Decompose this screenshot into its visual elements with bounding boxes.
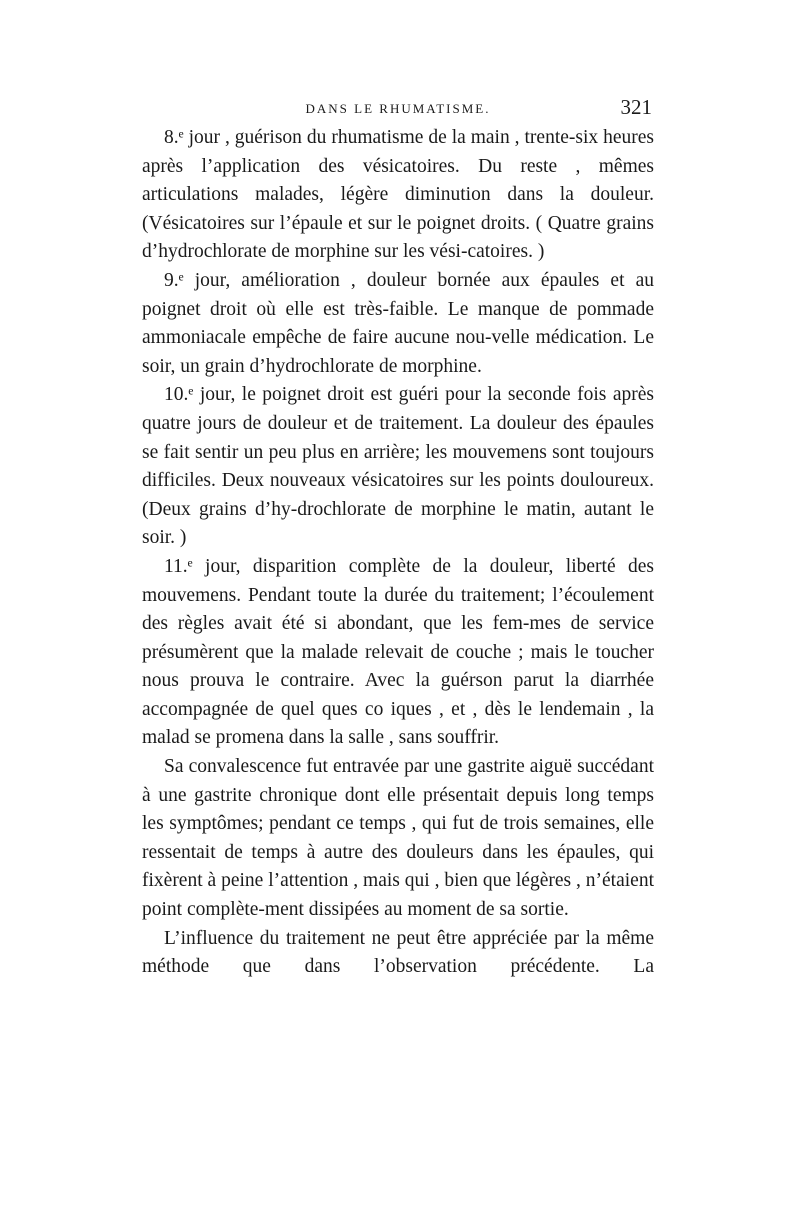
running-title: DANS LE RHUMATISME.	[305, 101, 491, 116]
paragraph-day-10: 10.ᵉ jour, le poignet droit est guéri pour la seconde fois après quatre jours de douleur et de traitement. La douleur des épaules se fait sentir un peu plus en arrière; les mouvemens sont toujours difficiles. Deux nouveaux vésicatoires sur les points douloureux. (Deux grains d’hy-drochlorate de morphine le matin, autant le soir. )	[142, 384, 654, 549]
paragraph-influence: L’influence du traitement ne peut être appréciée par la même méthode que dans l’observation précédente. La	[142, 927, 654, 978]
paragraph-day-11: 11.ᵉ jour, disparition complète de la douleur, liberté des mouvemens. Pendant toute la durée du traitement; l’écoulement des règles avait été si abondant, que les fem-mes de service présumèrent que la malade relevait de couche ; mais le toucher nous prouva le contraire. Avec la guérson parut la diarrhée accompagnée de quel ques co iques , et , dès le lendemain , la malad se promena dans la salle , sans souffrir.	[142, 555, 654, 749]
page-number: 321	[620, 95, 652, 119]
body-text	[142, 124, 654, 982]
paragraph-day-9: 9.ᵉ jour, amélioration , douleur bornée aux épaules et au poignet droit où elle est très-faible. Le manque de pommade ammoniacale empêche de faire aucune nou-velle médication. Le soir, un grain d’hydrochlorate de morphine.	[142, 269, 654, 377]
paragraph-convalescence: Sa convalescence fut entravée par une gastrite aiguë succédant à une gastrite chronique dont elle présentait depuis long temps les symptômes; pendant ce temps , qui fut de trois semaines, elle ressentait de temps à autre des douleurs dans les épaules, qui fixèrent à peine l’attention , mais qui , bien que légères , n’étaient point complète-ment dissipées au moment de sa sortie.	[142, 756, 654, 921]
running-head	[142, 95, 654, 119]
paragraph-day-8: 8.ᵉ jour , guérison du rhumatisme de la main , trente-six heures après l’application des vésicatoires. Du reste , mêmes articulations malades, légère diminution dans la douleur. (Vésicatoires sur l’épaule et sur le poignet droits. ( Quatre grains d’hydrochlorate de morphine sur les vési-catoires. )	[142, 127, 654, 263]
